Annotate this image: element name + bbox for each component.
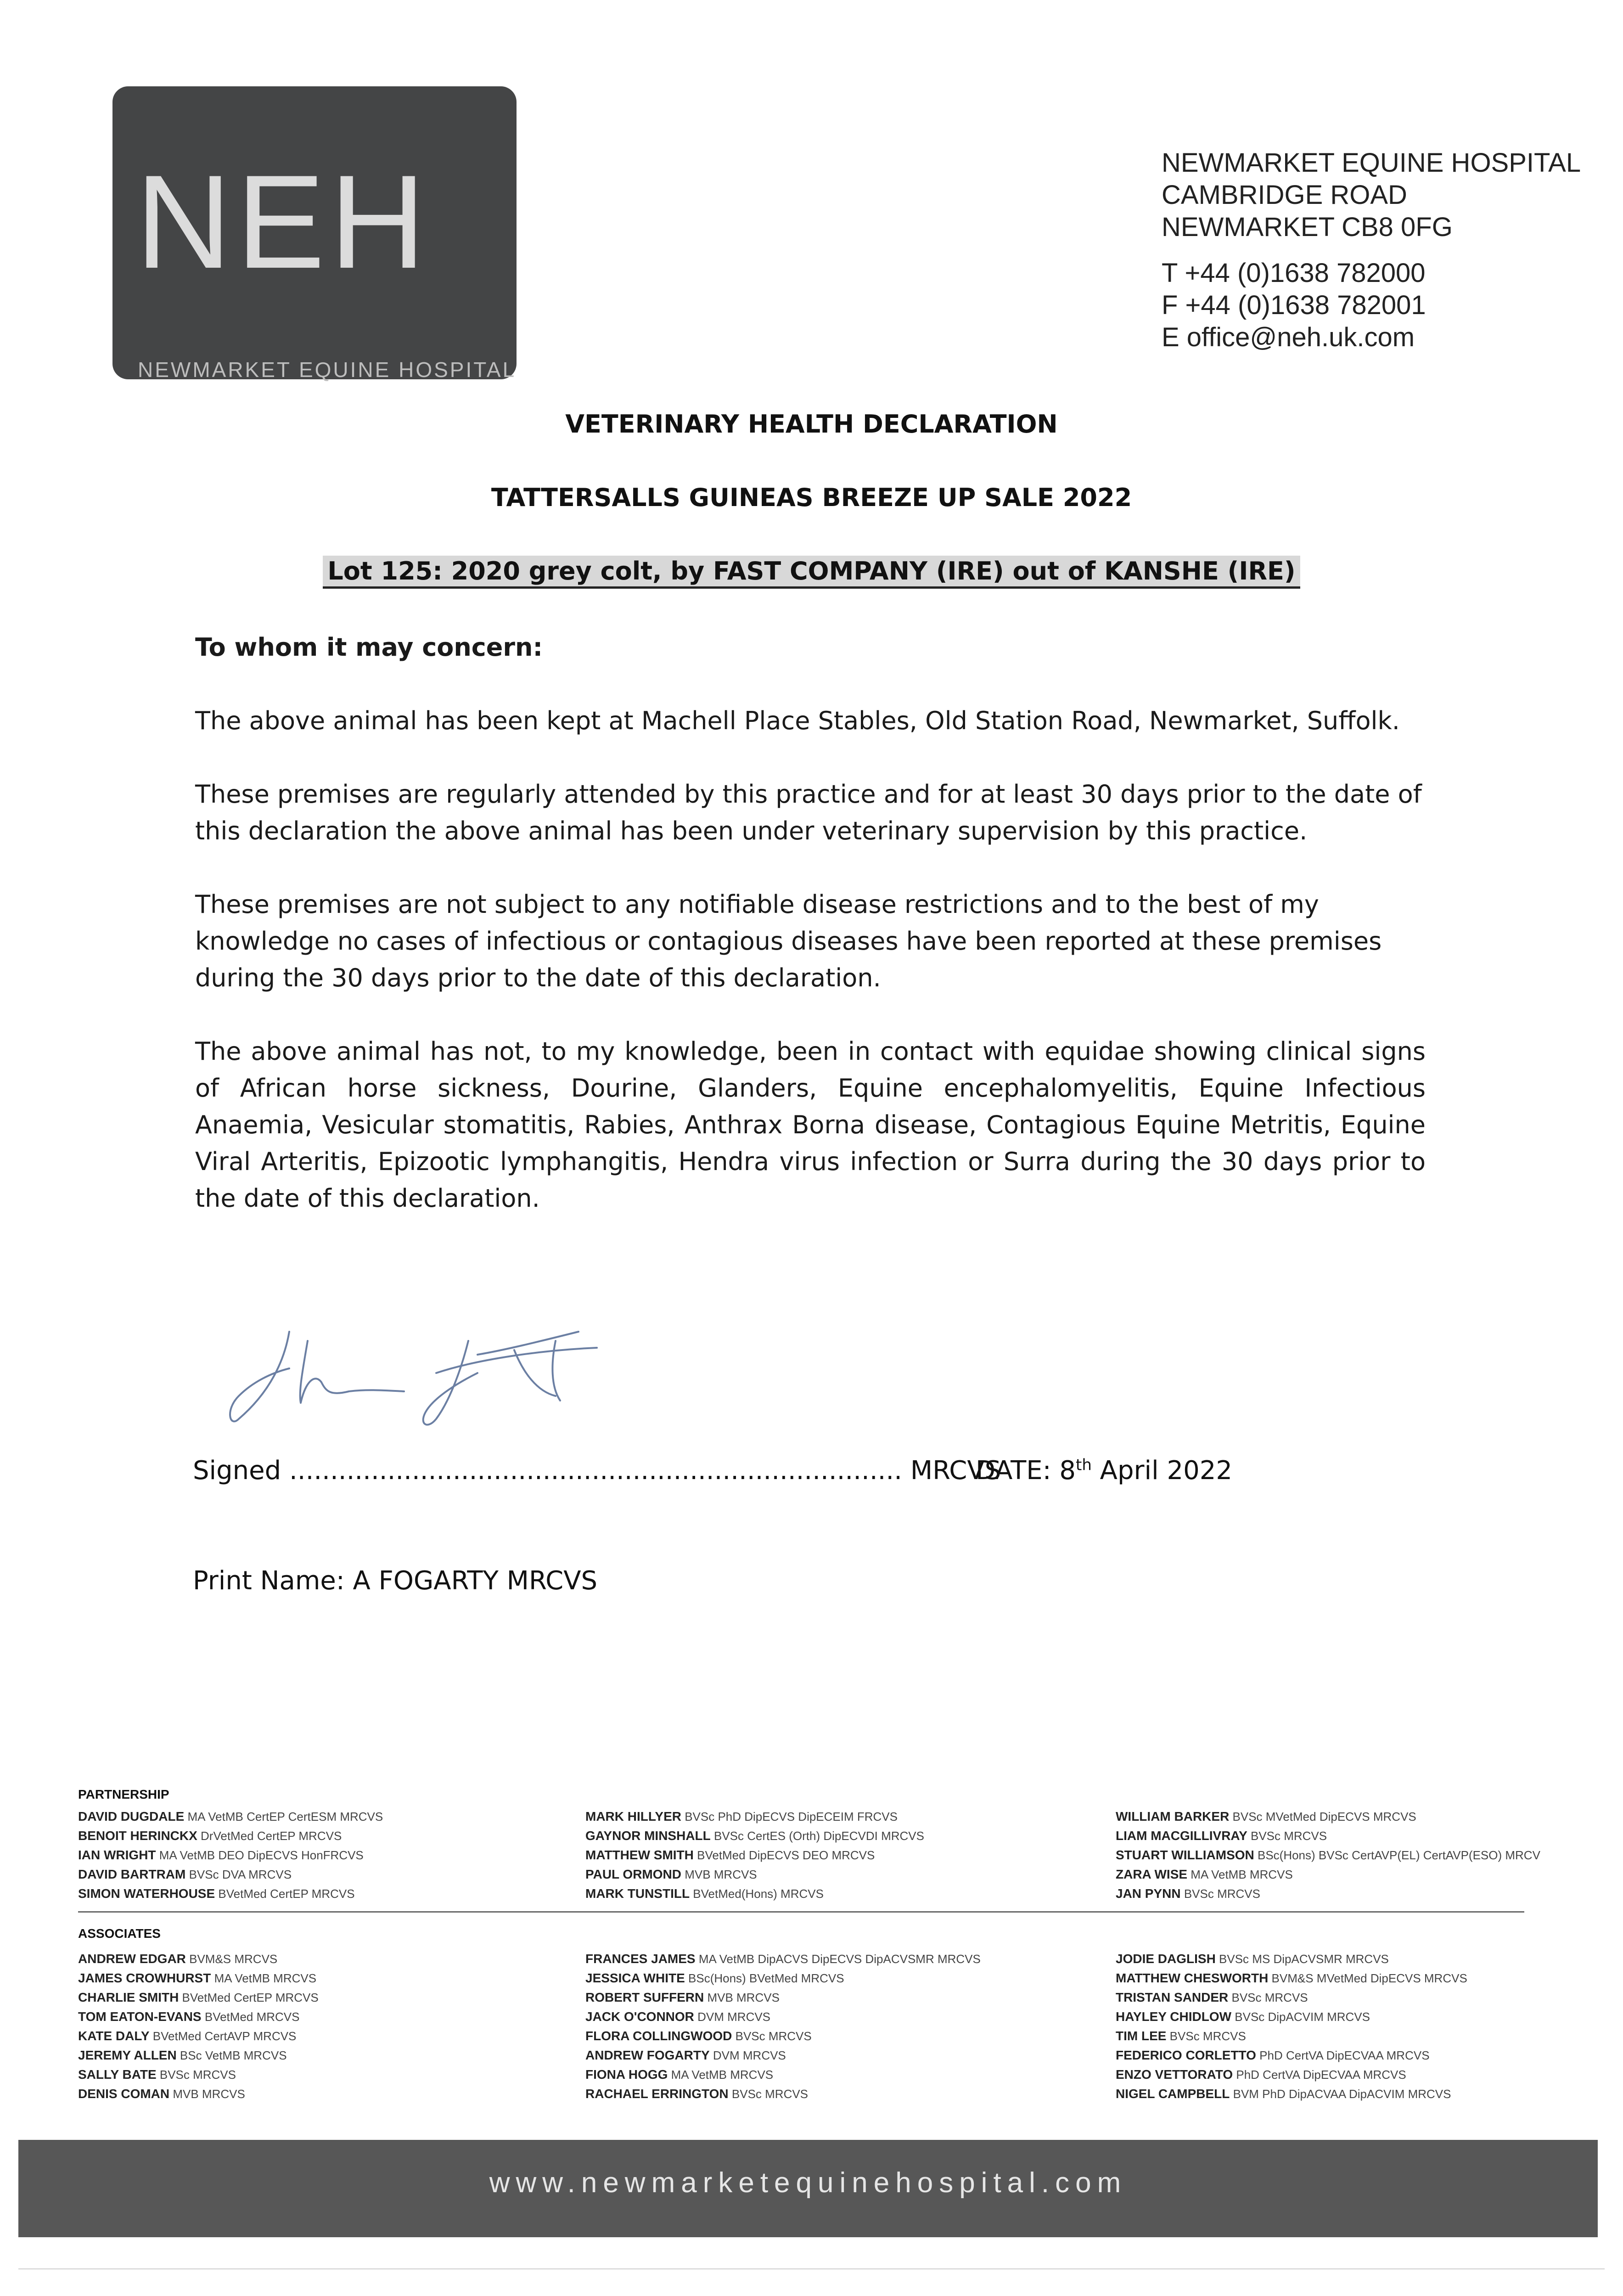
staff-member bbox=[78, 2026, 319, 2046]
staff-name: DAVID BARTRAM bbox=[78, 1867, 186, 1881]
staff-member bbox=[78, 1988, 319, 2007]
staff-name: SIMON WATERHOUSE bbox=[78, 1886, 215, 1901]
paragraph-supervision: These premises are regularly attended by this practice and for at least 30 days prior to the date of this declaration the above animal has been under veterinary supervision by this practice. bbox=[195, 780, 1422, 845]
staff-member bbox=[585, 1865, 924, 1884]
staff-qualifications: MVB MRCVS bbox=[681, 1868, 757, 1881]
staff-name: JAMES CROWHURST bbox=[78, 1971, 211, 1985]
staff-member bbox=[78, 2065, 319, 2084]
signed-label: Signed bbox=[193, 1456, 281, 1486]
staff-qualifications: BVSc MRCVS bbox=[1247, 1829, 1327, 1843]
staff-member bbox=[585, 2026, 981, 2046]
staff-member bbox=[1116, 2046, 1467, 2065]
address-block bbox=[1162, 147, 1581, 243]
staff-qualifications: BVetMed CertEP MRCVS bbox=[179, 1991, 319, 2004]
staff-name: JESSICA WHITE bbox=[585, 1971, 685, 1985]
staff-name: PAUL ORMOND bbox=[585, 1867, 681, 1881]
staff-name: ZARA WISE bbox=[1116, 1867, 1188, 1881]
staff-qualifications: MA VetMB MRCVS bbox=[668, 2068, 774, 2082]
staff-qualifications: BVetMed CertEP MRCVS bbox=[215, 1887, 355, 1901]
staff-qualifications: BVetMed MRCVS bbox=[201, 2010, 300, 2024]
staff-qualifications: BVSc CertES (Orth) DipECVDI MRCVS bbox=[710, 1829, 924, 1843]
bottom-rule bbox=[18, 2268, 1605, 2269]
paragraph-premises: The above animal has been kept at Machell Place Stables, Old Station Road, Newmarket, Suffolk. bbox=[195, 706, 1400, 735]
signature-line bbox=[193, 1456, 1001, 1486]
staff-member bbox=[585, 1826, 924, 1846]
staff-member bbox=[78, 1826, 383, 1846]
partners-column-1 bbox=[78, 1807, 383, 1903]
contact-block bbox=[1162, 257, 1426, 354]
staff-member bbox=[78, 2007, 319, 2026]
staff-name: DENIS COMAN bbox=[78, 2087, 170, 2101]
staff-name: NIGEL CAMPBELL bbox=[1116, 2087, 1230, 2101]
staff-member bbox=[1116, 2084, 1467, 2104]
contact-fax: F +44 (0)1638 782001 bbox=[1162, 290, 1426, 320]
associates-column-2 bbox=[585, 1949, 981, 2104]
staff-name: MARK TUNSTILL bbox=[585, 1886, 690, 1901]
staff-member bbox=[78, 1807, 383, 1826]
footer-banner bbox=[18, 2140, 1598, 2237]
staff-name: MATTHEW CHESWORTH bbox=[1116, 1971, 1269, 1985]
contact-email: E office@neh.uk.com bbox=[1162, 322, 1415, 352]
staff-member bbox=[78, 1884, 383, 1903]
staff-name: JEREMY ALLEN bbox=[78, 2048, 177, 2062]
associates-heading: ASSOCIATES bbox=[78, 1926, 161, 1941]
staff-member bbox=[1116, 1949, 1467, 1969]
staff-qualifications: PhD CertVA DipECVAA MRCVS bbox=[1233, 2068, 1406, 2082]
staff-qualifications: DrVetMed CertEP MRCVS bbox=[197, 1829, 342, 1843]
logo-mark: NEH bbox=[135, 147, 431, 296]
staff-name: KATE DALY bbox=[78, 2029, 150, 2043]
staff-name: DAVID DUGDALE bbox=[78, 1809, 185, 1823]
staff-qualifications: BVetMed DipECVS DEO MRCVS bbox=[693, 1848, 875, 1862]
staff-member bbox=[78, 2084, 319, 2104]
staff-qualifications: BVM&S MVetMed DipECVS MRCVS bbox=[1268, 1971, 1467, 1985]
staff-member bbox=[78, 1949, 319, 1969]
staff-member bbox=[1116, 2007, 1467, 2026]
staff-qualifications: BVSc DVA MRCVS bbox=[185, 1868, 292, 1881]
staff-qualifications: BVSc MVetMed DipECVS MRCVS bbox=[1229, 1810, 1416, 1823]
staff-name: STUART WILLIAMSON bbox=[1116, 1848, 1254, 1862]
staff-name: MATTHEW SMITH bbox=[585, 1848, 694, 1862]
staff-qualifications: BVSc MS DipACVSMR MRCVS bbox=[1215, 1952, 1389, 1966]
staff-name: TRISTAN SANDER bbox=[1116, 1990, 1229, 2004]
signature-dots: ........................................................................... bbox=[289, 1456, 903, 1486]
handwritten-signature bbox=[220, 1322, 771, 1442]
staff-qualifications: DVM MRCVS bbox=[694, 2010, 771, 2024]
staff-member bbox=[585, 2065, 981, 2084]
signature-suffix: MRCVS bbox=[910, 1456, 1001, 1486]
staff-member bbox=[1116, 1826, 1540, 1846]
staff-name: SALLY BATE bbox=[78, 2067, 157, 2082]
staff-qualifications: MVB MRCVS bbox=[169, 2087, 245, 2101]
staff-member bbox=[585, 2084, 981, 2104]
lot-description: Lot 125: 2020 grey colt, by FAST COMPANY (IRE) out of KANSHE (IRE) bbox=[323, 556, 1300, 589]
staff-qualifications: BVSc MRCVS bbox=[1166, 2029, 1246, 2043]
staff-qualifications: DVM MRCVS bbox=[709, 2048, 786, 2062]
footer-website: www.newmarketequinehospital.com bbox=[489, 2167, 1127, 2199]
staff-member bbox=[1116, 2065, 1467, 2084]
staff-qualifications: BSc(Hons) BVSc CertAVP(EL) CertAVP(ESO) MRCV bbox=[1254, 1848, 1540, 1862]
staff-qualifications: BVSc PhD DipECVS DipECEIM FRCVS bbox=[681, 1810, 898, 1823]
staff-member bbox=[585, 1846, 924, 1865]
lot-line bbox=[0, 557, 1623, 585]
staff-member bbox=[585, 1807, 924, 1826]
staff-divider bbox=[78, 1911, 1524, 1913]
contact-phone: T +44 (0)1638 782000 bbox=[1162, 258, 1426, 288]
staff-qualifications: BSc(Hons) BVetMed MRCVS bbox=[685, 1971, 844, 1985]
staff-qualifications: BVSc DipACVIM MRCVS bbox=[1231, 2010, 1370, 2024]
staff-member bbox=[78, 1846, 383, 1865]
staff-name: JODIE DAGLISH bbox=[1116, 1952, 1216, 1966]
hospital-logo bbox=[112, 86, 517, 382]
staff-name: FEDERICO CORLETTO bbox=[1116, 2048, 1256, 2062]
staff-name: FRANCES JAMES bbox=[585, 1952, 696, 1966]
staff-name: LIAM MACGILLIVRAY bbox=[1116, 1829, 1247, 1843]
staff-name: BENOIT HERINCKX bbox=[78, 1829, 197, 1843]
staff-member bbox=[585, 1988, 981, 2007]
staff-qualifications: MVB MRCVS bbox=[704, 1991, 780, 2004]
staff-name: JACK O'CONNOR bbox=[585, 2009, 694, 2024]
staff-member bbox=[585, 1969, 981, 1988]
staff-member bbox=[585, 1949, 981, 1969]
print-name: Print Name: A FOGARTY MRCVS bbox=[193, 1566, 598, 1596]
staff-member bbox=[585, 2007, 981, 2026]
greeting: To whom it may concern: bbox=[195, 633, 543, 662]
staff-name: MARK HILLYER bbox=[585, 1809, 681, 1823]
staff-member bbox=[1116, 1988, 1467, 2007]
staff-member bbox=[1116, 1865, 1540, 1884]
staff-member bbox=[585, 2046, 981, 2065]
staff-qualifications: MA VetMB DipACVS DipECVS DipACVSMR MRCVS bbox=[695, 1952, 981, 1966]
partners-column-3 bbox=[1116, 1807, 1540, 1903]
staff-qualifications: MA VetMB DEO DipECVS HonFRCVS bbox=[156, 1848, 364, 1862]
partnership-heading: PARTNERSHIP bbox=[78, 1787, 169, 1801]
staff-member bbox=[1116, 1807, 1540, 1826]
staff-qualifications: BVM PhD DipACVAA DipACVIM MRCVS bbox=[1230, 2087, 1451, 2101]
document-title: VETERINARY HEALTH DECLARATION bbox=[565, 410, 1058, 439]
associates-column-3 bbox=[1116, 1949, 1467, 2104]
paragraph-contact-diseases: The above animal has not, to my knowledge, been in contact with equidae showing clinical signs of African horse sickness, Dourine, Glanders, Equine encephalomyelitis, Equine Infectious Anaemia, Vesicular stomatitis, Rabies, Anthrax Borna disease, Contagious Equine Metritis, Equine Viral Arteritis, Epizootic lymphangitis, Hendra virus infection or Surra during the 30 days prior to the date of this declaration. bbox=[195, 1037, 1426, 1213]
staff-name: ROBERT SUFFERN bbox=[585, 1990, 704, 2004]
staff-name: IAN WRIGHT bbox=[78, 1848, 156, 1862]
declaration-date: DATE: 8th April 2022 bbox=[976, 1456, 1232, 1486]
staff-member bbox=[1116, 2026, 1467, 2046]
staff-name: TOM EATON-EVANS bbox=[78, 2009, 202, 2024]
staff-name: WILLIAM BARKER bbox=[1116, 1809, 1230, 1823]
address-town: NEWMARKET CB8 0FG bbox=[1162, 212, 1453, 242]
staff-name: RACHAEL ERRINGTON bbox=[585, 2087, 729, 2101]
staff-member bbox=[1116, 1846, 1540, 1865]
staff-name: CHARLIE SMITH bbox=[78, 1990, 179, 2004]
staff-qualifications: BVetMed(Hons) MRCVS bbox=[690, 1887, 824, 1901]
staff-qualifications: BSc VetMB MRCVS bbox=[176, 2048, 287, 2062]
staff-member bbox=[78, 2046, 319, 2065]
staff-member bbox=[1116, 1969, 1467, 1988]
staff-qualifications: MA VetMB CertEP CertESM MRCVS bbox=[184, 1810, 383, 1823]
staff-qualifications: BVSc MRCVS bbox=[1180, 1887, 1260, 1901]
staff-name: ANDREW EDGAR bbox=[78, 1952, 186, 1966]
staff-name: FLORA COLLINGWOOD bbox=[585, 2029, 732, 2043]
staff-name: JAN PYNN bbox=[1116, 1886, 1181, 1901]
staff-qualifications: MA VetMB MRCVS bbox=[211, 1971, 317, 1985]
staff-name: GAYNOR MINSHALL bbox=[585, 1829, 711, 1843]
address-name: NEWMARKET EQUINE HOSPITAL bbox=[1162, 148, 1581, 178]
staff-name: HAYLEY CHIDLOW bbox=[1116, 2009, 1232, 2024]
paragraph-restrictions: These premises are not subject to any notifiable disease restrictions and to the best of my knowledge no cases of infectious or contagious diseases have been reported at these premises during the 30 days prior to the date of this declaration. bbox=[195, 890, 1382, 992]
staff-qualifications: BVetMed CertAVP MRCVS bbox=[149, 2029, 297, 2043]
logo-subtitle: NEWMARKET EQUINE HOSPITAL bbox=[138, 358, 517, 382]
staff-member bbox=[78, 1969, 319, 1988]
sale-title: TATTERSALLS GUINEAS BREEZE UP SALE 2022 bbox=[491, 483, 1132, 512]
staff-qualifications: BVSc MRCVS bbox=[156, 2068, 236, 2082]
staff-qualifications: BVSc MRCVS bbox=[1228, 1991, 1308, 2004]
staff-name: ENZO VETTORATO bbox=[1116, 2067, 1233, 2082]
staff-qualifications: MA VetMB MRCVS bbox=[1187, 1868, 1293, 1881]
staff-name: TIM LEE bbox=[1116, 2029, 1167, 2043]
address-road: CAMBRIDGE ROAD bbox=[1162, 180, 1407, 210]
staff-name: ANDREW FOGARTY bbox=[585, 2048, 710, 2062]
staff-qualifications: BVM&S MRCVS bbox=[185, 1952, 278, 1966]
associates-column-1 bbox=[78, 1949, 319, 2104]
staff-member bbox=[1116, 1884, 1540, 1903]
staff-member bbox=[78, 1865, 383, 1884]
staff-qualifications: BVSc MRCVS bbox=[732, 2029, 812, 2043]
partners-column-2 bbox=[585, 1807, 924, 1903]
staff-name: FIONA HOGG bbox=[585, 2067, 668, 2082]
staff-qualifications: PhD CertVA DipECVAA MRCVS bbox=[1256, 2048, 1430, 2062]
staff-member bbox=[585, 1884, 924, 1903]
staff-qualifications: BVSc MRCVS bbox=[728, 2087, 809, 2101]
